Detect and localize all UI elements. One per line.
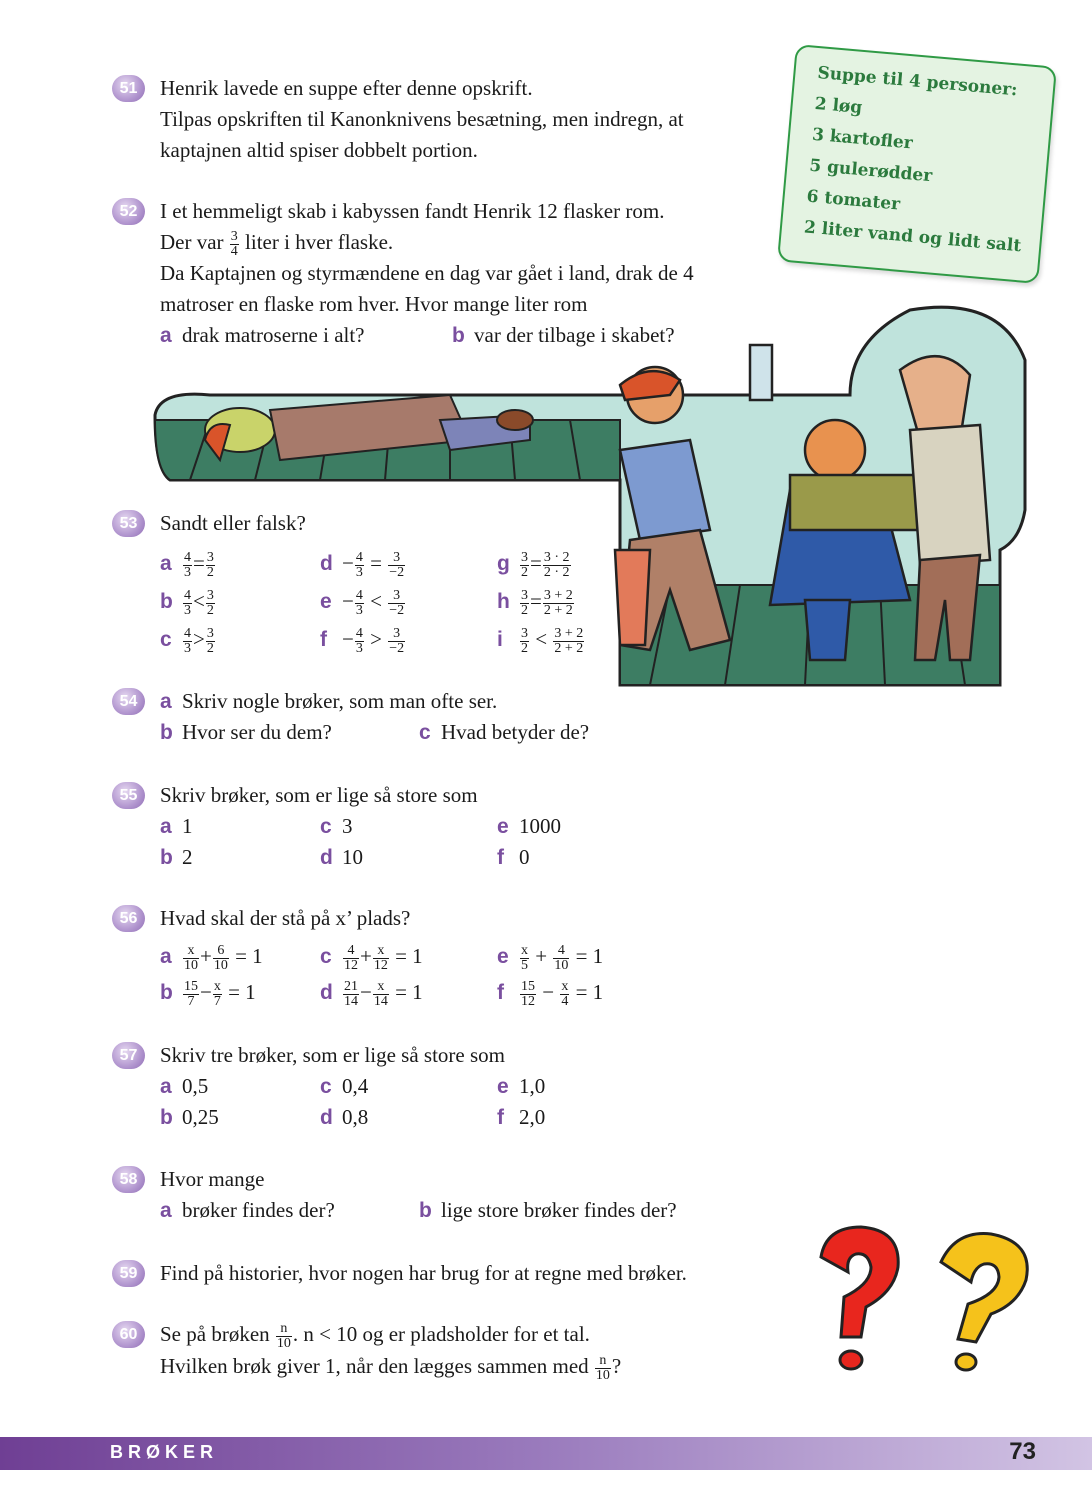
item-d: d 10: [320, 845, 363, 869]
item-c: c 0,4: [320, 1074, 369, 1098]
item-c: c 3: [320, 814, 353, 838]
text-line: I et hemmeligt skab i kabyssen fandt Henrik 12 flasker rom.: [160, 199, 665, 223]
item-c: c $\frac{4}{3}$ > $\frac{3}{2}$: [160, 625, 214, 656]
item-b: b $\frac{15}{7}$ − $\frac{x}{7}$ = 1: [160, 978, 256, 1009]
sub-question-a: a drak matroserne i alt?: [160, 323, 365, 347]
sub-question-b: b Hvor ser du dem?: [160, 720, 332, 744]
item-c: c $\frac{4}{12}$ + $\frac{x}{12}$ = 1: [320, 942, 423, 973]
exercise-title: Skriv brøker, som er lige så store som: [160, 783, 478, 807]
sub-question-b: b lige store brøker findes der?: [419, 1198, 677, 1222]
text-line: kaptajnen altid spiser dobbelt portion.: [160, 138, 478, 162]
item-b: b $\frac{4}{3}$ < $\frac{3}{2}$: [160, 587, 214, 618]
item-f: f 2,0: [497, 1105, 546, 1129]
exercise-number: 52: [112, 198, 145, 225]
exercise-number: 58: [112, 1166, 145, 1193]
text-line: Find på historier, hvor nogen har brug for at regne med brøker.: [160, 1261, 687, 1285]
item-e: e 1000: [497, 814, 561, 838]
text-line: Der var $\frac{3}{4}$ liter i hver flaske.: [160, 228, 394, 259]
footer-bar: [0, 1437, 1092, 1470]
question-marks-illustration: [806, 1222, 1041, 1374]
chapter-title: BRØKER: [110, 1442, 219, 1462]
exercise-number: 60: [112, 1321, 145, 1348]
item-f: f − $\frac{4}{3}$ > $\frac{3}{-2}$: [320, 625, 405, 656]
text-line: Hvilken brøk giver 1, når den lægges sammen med $\frac{n}{10}$ ?: [160, 1352, 622, 1383]
recipe-item: 3 kartofler: [811, 124, 914, 154]
pirate-illustration: [150, 300, 1035, 692]
fraction: $\frac{n}{10}$: [276, 1320, 291, 1351]
sub-question-c: c Hvad betyder de?: [419, 720, 590, 744]
exercise-number: 57: [112, 1042, 145, 1069]
exercise-title: Sandt eller falsk?: [160, 511, 306, 535]
recipe-title: Suppe til 4 personer:: [816, 63, 1019, 101]
item-a: a 0,5: [160, 1074, 209, 1098]
item-e: e − $\frac{4}{3}$ < $\frac{3}{-2}$: [320, 587, 405, 618]
exercise-title: Hvad skal der stå på x’ plads?: [160, 906, 411, 930]
recipe-item: 2 liter vand og lidt salt: [803, 217, 1022, 257]
text-line: matroser en flaske rom hver. Hvor mange liter rom: [160, 292, 588, 316]
item-i: i $\frac{3}{2}$ < $\frac{3 + 2}{2 + 2}$: [497, 625, 584, 656]
page-number: 73: [1009, 1438, 1036, 1465]
item-e: e 1,0: [497, 1074, 546, 1098]
sub-question-b: b var der tilbage i skabet?: [452, 323, 675, 347]
item-a: a $\frac{x}{10}$ + $\frac{6}{10}$ = 1: [160, 942, 263, 973]
exercise-number: 56: [112, 905, 145, 932]
item-d: d − $\frac{4}{3}$ = $\frac{3}{-2}$: [320, 549, 405, 580]
text-line: Da Kaptajnen og styrmændene en dag var gået i land, drak de 4: [160, 261, 694, 285]
item-h: h $\frac{3}{2}$ = $\frac{3 + 2}{2 + 2}$: [497, 587, 573, 618]
item-f: f $\frac{15}{12}$ − $\frac{x}{4}$ = 1: [497, 978, 604, 1009]
item-a: a 1: [160, 814, 193, 838]
text-line: Tilpas opskriften til Kanonknivens besætning, men indregn, at: [160, 107, 684, 131]
recipe-item: 6 tomater: [805, 186, 901, 215]
exercise-number: 53: [112, 510, 145, 537]
item-d: d $\frac{21}{14}$ − $\frac{x}{14}$ = 1: [320, 978, 423, 1009]
fraction: $\frac{n}{10}$: [595, 1352, 610, 1383]
exercise-number: 54: [112, 688, 145, 715]
exercise-title: Skriv tre brøker, som er lige så store som: [160, 1043, 506, 1067]
fraction: $\frac{3}{4}$: [230, 228, 238, 259]
item-b: b 2: [160, 845, 193, 869]
item-e: e $\frac{x}{5}$ + $\frac{4}{10}$ = 1: [497, 942, 604, 973]
recipe-card: [777, 44, 1057, 284]
item-a: a $\frac{4}{3}$ = $\frac{3}{2}$: [160, 549, 214, 580]
sub-question-a: a Skriv nogle brøker, som man ofte ser.: [160, 689, 498, 713]
exercise-title: Hvor mange: [160, 1167, 265, 1191]
item-f: f 0: [497, 845, 530, 869]
text-line: Se på brøken $\frac{n}{10}$ . n < 10 og er pladsholder for et tal.: [160, 1320, 590, 1351]
exercise-number: 59: [112, 1260, 145, 1287]
exercise-number: 51: [112, 75, 145, 102]
sub-question-a: a brøker findes der?: [160, 1198, 335, 1222]
recipe-item: 5 gulerødder: [808, 155, 933, 187]
item-b: b 0,25: [160, 1105, 219, 1129]
item-d: d 0,8: [320, 1105, 369, 1129]
text-line: Henrik lavede en suppe efter denne opskrift.: [160, 76, 533, 100]
recipe-item: 2 løg: [813, 93, 863, 118]
exercise-number: 55: [112, 782, 145, 809]
item-g: g $\frac{3}{2}$ = $\frac{3 \cdot 2}{2 \cdot 2}$: [497, 549, 570, 580]
